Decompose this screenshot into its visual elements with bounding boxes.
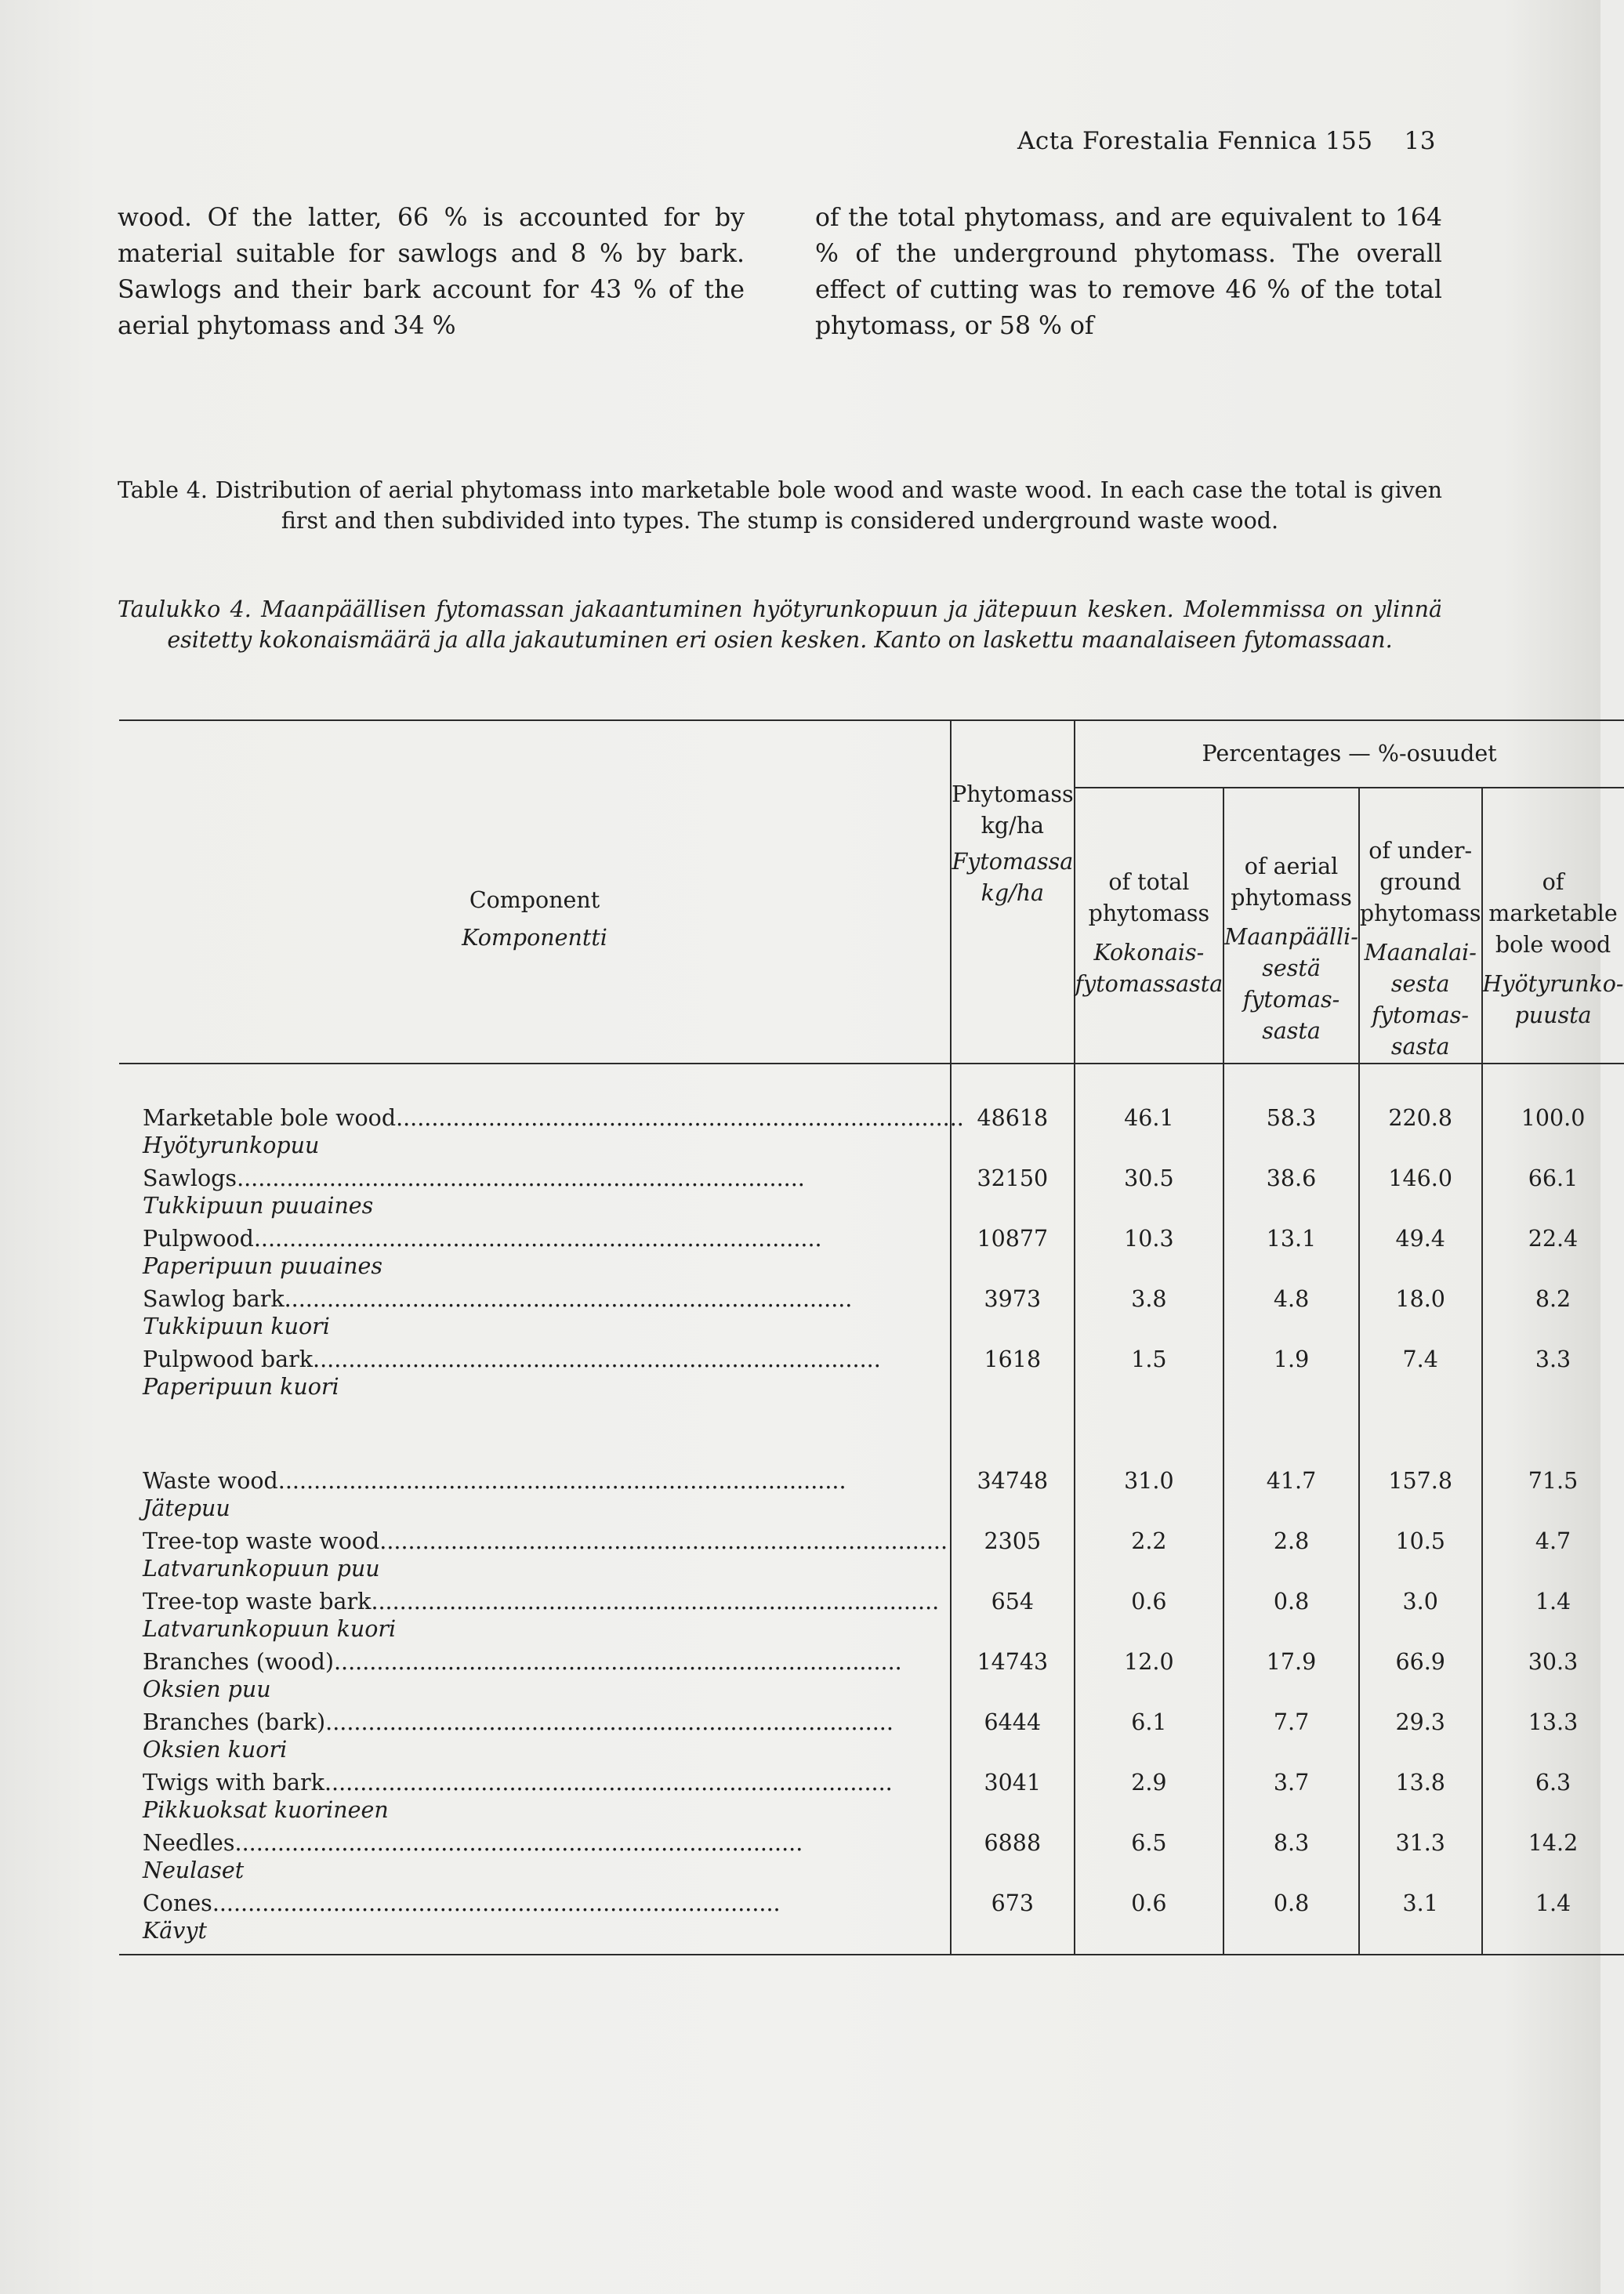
phytomass-value: 14743 bbox=[951, 1644, 1075, 1675]
component-name bbox=[119, 1161, 951, 1191]
table-row bbox=[119, 1281, 1624, 1312]
component-name-finnish: Oksien puu bbox=[143, 1676, 271, 1702]
table-row bbox=[119, 1342, 1624, 1372]
dot-leader: ................................................................................ bbox=[234, 1830, 803, 1856]
aerial-percent: 17.9 bbox=[1223, 1644, 1359, 1675]
aerial-percent: 8.3 bbox=[1223, 1825, 1359, 1856]
underground-percent: 3.1 bbox=[1359, 1886, 1482, 1916]
marketable-percent: 30.3 bbox=[1482, 1644, 1624, 1675]
underground-percent: 146.0 bbox=[1359, 1161, 1482, 1191]
phytomass-value: 6888 bbox=[951, 1825, 1075, 1856]
underground-percent: 66.9 bbox=[1359, 1644, 1482, 1675]
table-row-finnish bbox=[119, 1856, 1624, 1886]
marketable-percent: 4.7 bbox=[1482, 1524, 1624, 1554]
table-row-finnish bbox=[119, 1675, 1624, 1705]
marketable-percent: 14.2 bbox=[1482, 1825, 1624, 1856]
marketable-percent: 6.3 bbox=[1482, 1765, 1624, 1796]
component-name bbox=[119, 1644, 951, 1675]
marketable-percent: 66.1 bbox=[1482, 1161, 1624, 1191]
table-row bbox=[119, 1705, 1624, 1735]
aerial-percent: 4.8 bbox=[1223, 1281, 1359, 1312]
table-row-finnish bbox=[119, 1554, 1624, 1584]
marketable-percent: 100.0 bbox=[1482, 1100, 1624, 1131]
component-label: Pulpwood bbox=[143, 1226, 254, 1252]
table-row-finnish bbox=[119, 1191, 1624, 1221]
component-label: Cones bbox=[143, 1890, 212, 1916]
table-row-finnish bbox=[119, 1916, 1624, 1946]
total-percent: 2.2 bbox=[1075, 1524, 1224, 1554]
body-column-right: of the total phytomass, and are equivalent to 164 % of the underground phytomass. The overall effect of cutting was to remove 46 % of the total phytomass, or 58 % of bbox=[815, 204, 1442, 340]
dot-leader: ................................................................................ bbox=[333, 1649, 902, 1675]
component-label: Tree-top waste wood bbox=[143, 1528, 380, 1554]
table-row-finnish bbox=[119, 1614, 1624, 1644]
dot-leader: ................................................................................ bbox=[212, 1890, 781, 1916]
aerial-percent: 2.8 bbox=[1223, 1524, 1359, 1554]
underground-percent: 10.5 bbox=[1359, 1524, 1482, 1554]
marketable-header: of marketable bole wood Hyötyrunko- puusta bbox=[1482, 788, 1624, 1064]
phytomass-value: 32150 bbox=[951, 1161, 1075, 1191]
total-header: of total phytomass Kokonais- fytomassasta bbox=[1075, 788, 1224, 1064]
table-body bbox=[119, 1064, 1624, 1955]
component-label: Branches (wood) bbox=[143, 1649, 334, 1675]
component-name bbox=[119, 1886, 951, 1916]
aerial-percent: 41.7 bbox=[1223, 1463, 1359, 1494]
component-label: Pulpwood bark bbox=[143, 1346, 314, 1372]
component-name-finnish: Jätepuu bbox=[143, 1495, 230, 1521]
table-row bbox=[119, 1463, 1624, 1494]
component-name bbox=[119, 1584, 951, 1614]
marketable-percent: 8.2 bbox=[1482, 1281, 1624, 1312]
dot-leader: ................................................................................ bbox=[379, 1528, 948, 1554]
aerial-percent: 13.1 bbox=[1223, 1221, 1359, 1252]
total-percent: 30.5 bbox=[1075, 1161, 1224, 1191]
table-row-finnish bbox=[119, 1796, 1624, 1825]
component-label: Waste wood bbox=[143, 1468, 278, 1494]
marketable-percent: 71.5 bbox=[1482, 1463, 1624, 1494]
phytomass-value: 10877 bbox=[951, 1221, 1075, 1252]
total-percent: 6.1 bbox=[1075, 1705, 1224, 1735]
spacer-row bbox=[119, 1402, 1624, 1463]
component-name-finnish: Paperipuun puuaines bbox=[143, 1253, 383, 1279]
dot-leader: ................................................................................ bbox=[396, 1105, 964, 1131]
body-text bbox=[118, 200, 1442, 344]
table-row bbox=[119, 1765, 1624, 1796]
table-row-finnish bbox=[119, 1494, 1624, 1524]
marketable-percent: 22.4 bbox=[1482, 1221, 1624, 1252]
dot-leader: ................................................................................ bbox=[237, 1165, 805, 1191]
component-name-finnish: Paperipuun kuori bbox=[143, 1374, 339, 1400]
component-name bbox=[119, 1100, 964, 1131]
marketable-percent: 13.3 bbox=[1482, 1705, 1624, 1735]
underground-percent: 18.0 bbox=[1359, 1281, 1482, 1312]
total-percent: 2.9 bbox=[1075, 1765, 1224, 1796]
journal-name: Acta Forestalia Fennica 155 bbox=[1017, 127, 1373, 155]
table-caption-finnish: Taulukko 4. Maanpäällisen fytomassan jakaantuminen hyötyrunkopuun ja jätepuun kesken. Molemmissa on ylinnä esitetty kokonaismäärä ja alla jakautuminen eri osien kesken. Kanto on laskettu maanalaiseen fytomassaan. bbox=[118, 596, 1442, 653]
aerial-percent: 0.8 bbox=[1223, 1886, 1359, 1916]
percentages-header: Percentages — %-osuudet bbox=[1075, 720, 1624, 788]
aerial-percent: 1.9 bbox=[1223, 1342, 1359, 1372]
dot-leader: ................................................................................ bbox=[371, 1589, 940, 1614]
running-header bbox=[1017, 127, 1436, 155]
marketable-percent: 1.4 bbox=[1482, 1584, 1624, 1614]
total-percent: 46.1 bbox=[1075, 1100, 1224, 1131]
component-name bbox=[119, 1342, 951, 1372]
table-row bbox=[119, 1644, 1624, 1675]
table-row-finnish bbox=[119, 1312, 1624, 1342]
dot-leader: ................................................................................ bbox=[277, 1468, 846, 1494]
aerial-percent: 38.6 bbox=[1223, 1161, 1359, 1191]
body-column-left: wood. Of the latter, 66 % is accounted for by material suitable for sawlogs and 8 % by bark. Sawlogs and their bark account for 43 % of the aerial phytomass and 34 % bbox=[118, 204, 745, 340]
table-bottom-rule bbox=[119, 1946, 1624, 1955]
aerial-percent: 7.7 bbox=[1223, 1705, 1359, 1735]
phytomass-value: 6444 bbox=[951, 1705, 1075, 1735]
component-name bbox=[119, 1524, 951, 1554]
component-label: Marketable bole wood bbox=[143, 1105, 397, 1131]
aerial-percent: 3.7 bbox=[1223, 1765, 1359, 1796]
total-percent: 10.3 bbox=[1075, 1221, 1224, 1252]
total-percent: 0.6 bbox=[1075, 1584, 1224, 1614]
underground-header: of under- ground phytomass Maanalai- sesta fytomas- sasta bbox=[1359, 788, 1482, 1064]
component-label: Needles bbox=[143, 1830, 235, 1856]
table-row bbox=[119, 1221, 1624, 1252]
component-name-finnish: Latvarunkopuun puu bbox=[143, 1556, 380, 1582]
component-name-finnish: Kävyt bbox=[143, 1918, 207, 1944]
total-percent: 31.0 bbox=[1075, 1463, 1224, 1494]
table-row bbox=[119, 1825, 1624, 1856]
component-label: Sawlogs bbox=[143, 1165, 237, 1191]
component-name bbox=[119, 1281, 951, 1312]
phytomass-value: 34748 bbox=[951, 1463, 1075, 1494]
component-name bbox=[119, 1765, 951, 1796]
table-row-finnish bbox=[119, 1735, 1624, 1765]
dot-leader: ................................................................................ bbox=[284, 1286, 853, 1312]
table-row-finnish bbox=[119, 1372, 1624, 1402]
total-percent: 12.0 bbox=[1075, 1644, 1224, 1675]
component-name-finnish: Latvarunkopuun kuori bbox=[143, 1616, 397, 1642]
underground-percent: 157.8 bbox=[1359, 1463, 1482, 1494]
total-percent: 3.8 bbox=[1075, 1281, 1224, 1312]
table-row bbox=[119, 1161, 1624, 1191]
component-name bbox=[119, 1825, 951, 1856]
page-number: 13 bbox=[1404, 127, 1436, 155]
total-percent: 1.5 bbox=[1075, 1342, 1224, 1372]
underground-percent: 220.8 bbox=[1359, 1100, 1482, 1131]
phytomass-value: 1618 bbox=[951, 1342, 1075, 1372]
table-row bbox=[119, 1100, 1624, 1131]
marketable-percent: 1.4 bbox=[1482, 1886, 1624, 1916]
aerial-percent: 0.8 bbox=[1223, 1584, 1359, 1614]
dot-leader: ................................................................................ bbox=[253, 1226, 822, 1252]
phytomass-value: 654 bbox=[951, 1584, 1075, 1614]
dot-leader: ................................................................................ bbox=[313, 1346, 881, 1372]
component-label: Tree-top waste bark bbox=[143, 1589, 372, 1614]
component-header: Component Komponentti bbox=[462, 887, 607, 951]
aerial-header: of aerial phytomass Maanpäälli- sestä fytomas- sasta bbox=[1223, 788, 1359, 1064]
component-name-finnish: Neulaset bbox=[143, 1857, 245, 1883]
table-row-finnish bbox=[119, 1131, 1624, 1161]
header-row-top bbox=[119, 720, 1624, 788]
underground-percent: 13.8 bbox=[1359, 1765, 1482, 1796]
component-name-finnish: Tukkipuun kuori bbox=[143, 1314, 330, 1339]
component-name bbox=[119, 1463, 951, 1494]
phytomass-value: 3041 bbox=[951, 1765, 1075, 1796]
phytomass-value: 48618 bbox=[951, 1100, 1075, 1131]
dot-leader: ................................................................................ bbox=[324, 1770, 893, 1796]
component-name-finnish: Hyötyrunkopuu bbox=[143, 1133, 320, 1158]
phytomass-header: Phytomass kg/ha Fytomassa kg/ha bbox=[951, 720, 1075, 1064]
underground-percent: 49.4 bbox=[1359, 1221, 1482, 1252]
table-row bbox=[119, 1584, 1624, 1614]
spacer-row bbox=[119, 1064, 1624, 1100]
component-name-finnish: Tukkipuun puuaines bbox=[143, 1193, 374, 1219]
component-name bbox=[119, 1705, 951, 1735]
aerial-percent: 58.3 bbox=[1223, 1100, 1359, 1131]
underground-percent: 3.0 bbox=[1359, 1584, 1482, 1614]
underground-percent: 29.3 bbox=[1359, 1705, 1482, 1735]
phytomass-value: 673 bbox=[951, 1886, 1075, 1916]
marketable-percent: 3.3 bbox=[1482, 1342, 1624, 1372]
total-percent: 0.6 bbox=[1075, 1886, 1224, 1916]
table-row bbox=[119, 1524, 1624, 1554]
component-name-finnish: Pikkuoksat kuorineen bbox=[143, 1797, 389, 1823]
component-label: Twigs with bark bbox=[143, 1770, 324, 1796]
component-label: Sawlog bark bbox=[143, 1286, 285, 1312]
table-caption: Table 4. Distribution of aerial phytomass into marketable bole wood and waste wood. In each case the total is given first and then subdivided into types. The stump is considered underground waste wood. bbox=[118, 477, 1442, 534]
component-label: Branches (bark) bbox=[143, 1709, 326, 1735]
component-name-finnish: Oksien kuori bbox=[143, 1737, 288, 1763]
underground-percent: 7.4 bbox=[1359, 1342, 1482, 1372]
data-table bbox=[119, 719, 1624, 1955]
phytomass-value: 3973 bbox=[951, 1281, 1075, 1312]
total-percent: 6.5 bbox=[1075, 1825, 1224, 1856]
component-name bbox=[119, 1221, 951, 1252]
table-row-finnish bbox=[119, 1252, 1624, 1281]
table-row bbox=[119, 1886, 1624, 1916]
dot-leader: ................................................................................ bbox=[325, 1709, 894, 1735]
underground-percent: 31.3 bbox=[1359, 1825, 1482, 1856]
phytomass-value: 2305 bbox=[951, 1524, 1075, 1554]
